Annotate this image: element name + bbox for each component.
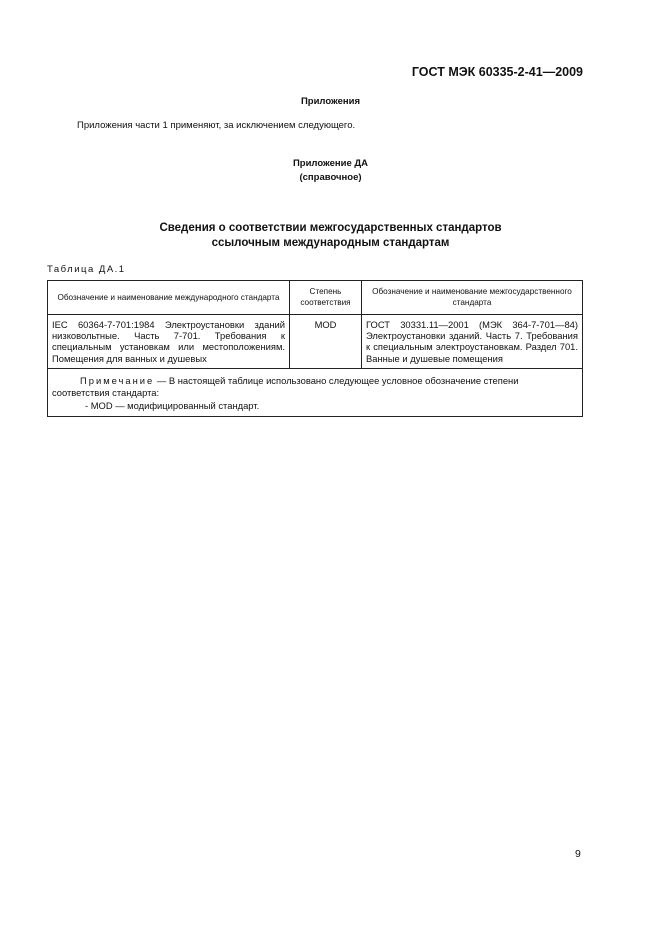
header-interstate: Обозначение и наименование межгосударственного стандарта (362, 281, 583, 315)
table-caption: Таблица ДА.1 (47, 264, 126, 275)
appendix-title: Приложение ДА (292, 158, 369, 169)
section-heading-line2: ссылочным международным стандартам (211, 237, 450, 249)
cell-international: IEC 60364-7-701:1984 Электроустановки зданий низковольтные. Часть 7-701. Требования к специальным установкам или местоположениям. Помещения для ванных и душевых (48, 315, 290, 369)
table-note (48, 368, 583, 417)
table-header-row (48, 281, 583, 315)
table-note-row (48, 368, 583, 417)
note-text: — В настоящей таблице использовано следующее условное обозначение степени соответствия стандарта: (52, 374, 519, 399)
correspondence-table (47, 280, 583, 417)
intro-paragraph: Приложения части 1 применяют, за исключением следующего. (77, 120, 356, 131)
document-header: ГОСТ МЭК 60335-2-41—2009 (411, 65, 583, 79)
header-degree: Степень соответствия (290, 281, 362, 315)
note-label: Примечание (80, 374, 155, 386)
appendices-heading: Приложения (300, 96, 361, 107)
page-number: 9 (575, 848, 581, 860)
table-row (48, 315, 583, 369)
section-heading-line1: Сведения о соответствии межгосударственных стандартов (159, 222, 502, 234)
cell-degree: MOD (290, 315, 362, 369)
section-heading (0, 221, 661, 251)
appendix-subtitle: (справочное) (299, 172, 362, 183)
note-item: - MOD — модифицированный стандарт. (85, 399, 260, 411)
header-international: Обозначение и наименование международного стандарта (48, 281, 290, 315)
cell-interstate: ГОСТ 30331.11—2001 (МЭК 364-7-701—84) Электроустановки зданий. Часть 7. Требования к специальным электроустановкам. Раздел 701. Ванные и душевые помещения (362, 315, 583, 369)
